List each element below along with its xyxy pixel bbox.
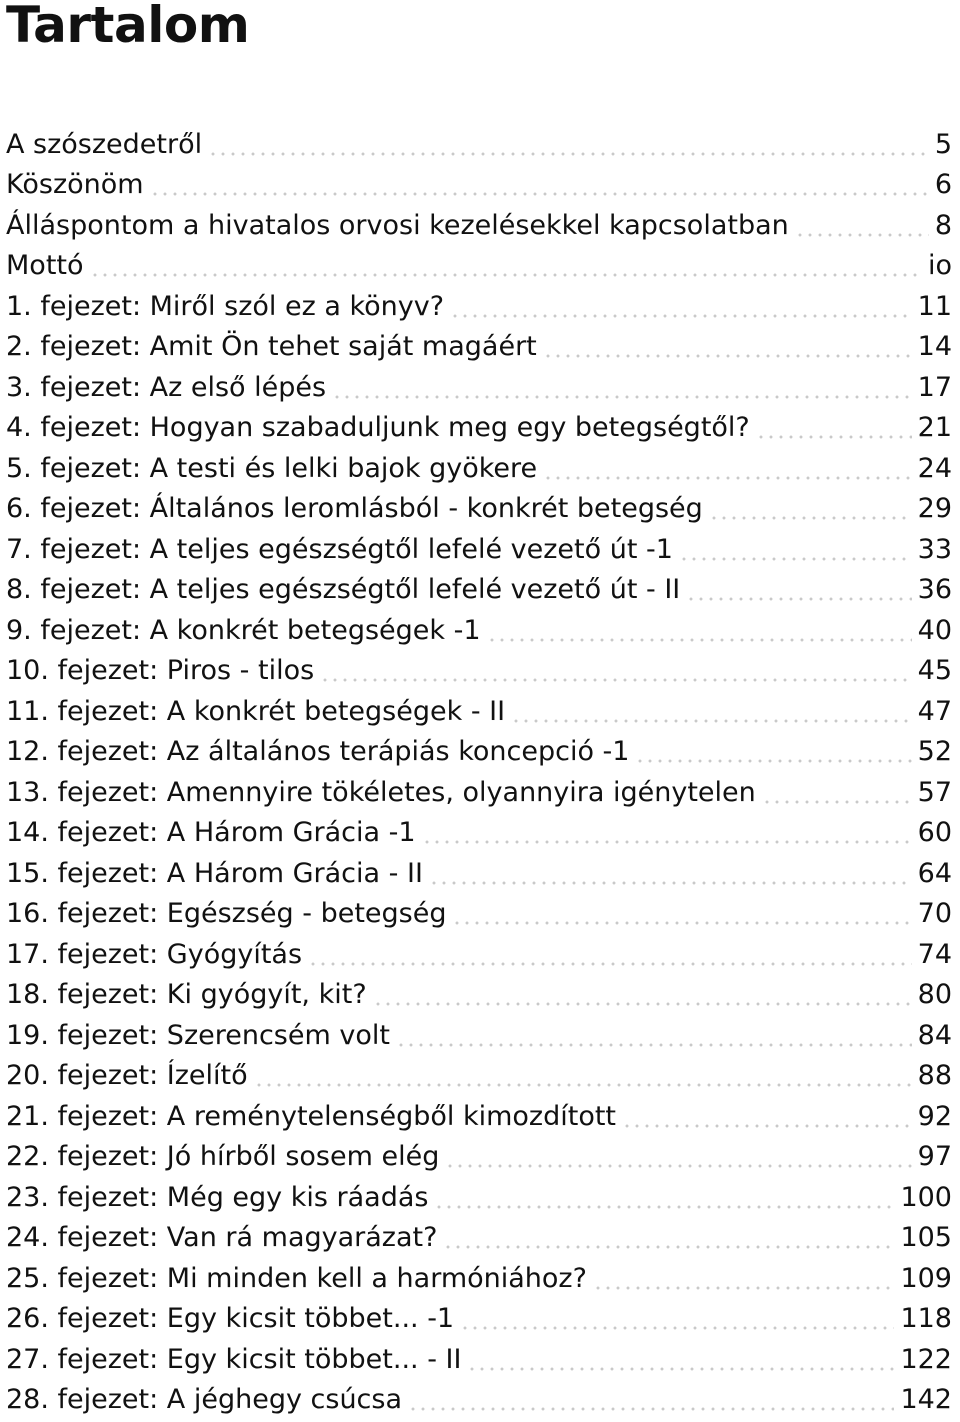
toc-entry-title: 9. fejezet: A konkrét betegségek -1 xyxy=(6,614,481,646)
dot-leader xyxy=(208,152,929,156)
toc-entry-title: 10. fejezet: Piros - tilos xyxy=(6,655,315,687)
dot-leader xyxy=(332,395,912,399)
toc-entry-page-number: 33 xyxy=(917,533,952,565)
dot-leader xyxy=(756,435,912,439)
toc-entry xyxy=(0,124,960,165)
toc-entry-title: 24. fejezet: Van rá magyarázat? xyxy=(6,1222,438,1254)
toc-entry xyxy=(0,1339,960,1380)
toc-entry xyxy=(0,691,960,732)
toc-entry-title: 3. fejezet: Az első lépés xyxy=(6,371,327,403)
toc-entry-title: 14. fejezet: A Három Grácia -1 xyxy=(6,817,416,849)
dot-leader xyxy=(434,1205,894,1209)
page-title: Tartalom xyxy=(6,0,250,54)
toc-entry-title: Köszönöm xyxy=(6,169,144,201)
toc-entry xyxy=(0,1137,960,1178)
toc-entry-page-number: 118 xyxy=(900,1303,952,1335)
toc-entry-page-number: 17 xyxy=(917,371,952,403)
toc-entry xyxy=(0,367,960,408)
toc-entry xyxy=(0,408,960,449)
toc-entry-page-number: 84 xyxy=(917,1019,952,1051)
toc-entry-title: 22. fejezet: Jó hírből sosem elég xyxy=(6,1141,440,1173)
toc-entry-title: Álláspontom a hivatalos orvosi kezelésekkel kapcsolatban xyxy=(6,209,789,241)
toc-entry xyxy=(0,1299,960,1340)
toc-entry-page-number: 47 xyxy=(917,695,952,727)
toc-entry-page-number: 36 xyxy=(917,574,952,606)
dot-leader xyxy=(396,1043,912,1047)
toc-entry xyxy=(0,1096,960,1137)
dot-leader xyxy=(543,476,911,480)
toc-entry-page-number: 8 xyxy=(934,209,952,241)
toc-entry-title: 21. fejezet: A reménytelenségből kimozdított xyxy=(6,1100,617,1132)
toc-entry xyxy=(0,813,960,854)
toc-entry-page-number: 122 xyxy=(900,1343,952,1375)
dot-leader xyxy=(443,1245,894,1249)
dot-leader xyxy=(320,678,911,682)
dot-leader xyxy=(445,1164,911,1168)
toc-entry-title: 16. fejezet: Egészség - betegség xyxy=(6,898,447,930)
toc-entry-page-number: 21 xyxy=(917,412,952,444)
toc-entry-title: 26. fejezet: Egy kicsit többet... -1 xyxy=(6,1303,455,1335)
dot-leader xyxy=(408,1407,894,1411)
toc-entry-page-number: 100 xyxy=(900,1181,952,1213)
toc-entry-title: 23. fejezet: Még egy kis ráadás xyxy=(6,1181,429,1213)
toc-entry xyxy=(0,327,960,368)
toc-entry xyxy=(0,651,960,692)
toc-entry-page-number: 24 xyxy=(917,452,952,484)
toc-entry-title: 18. fejezet: Ki gyógyít, kit? xyxy=(6,979,367,1011)
toc-entry xyxy=(0,1380,960,1421)
toc-entry-page-number: 45 xyxy=(917,655,952,687)
toc-entry-title: A szószedetről xyxy=(6,128,203,160)
dot-leader xyxy=(254,1083,912,1087)
toc-entry xyxy=(0,286,960,327)
toc-entry xyxy=(0,853,960,894)
dot-leader xyxy=(452,921,911,925)
toc-entry-page-number: 105 xyxy=(900,1222,952,1254)
dot-leader xyxy=(90,273,922,277)
toc-entry-title: 19. fejezet: Szerencsém volt xyxy=(6,1019,390,1051)
toc-entry-title: 8. fejezet: A teljes egészségtől lefelé vezető út - II xyxy=(6,574,681,606)
toc-entry-title: 5. fejezet: A testi és lelki bajok gyökere xyxy=(6,452,538,484)
table-of-contents xyxy=(0,124,960,1420)
toc-entry-title: 25. fejezet: Mi minden kell a harmóniához? xyxy=(6,1262,587,1294)
dot-leader xyxy=(308,962,912,966)
dot-leader xyxy=(460,1326,894,1330)
toc-entry xyxy=(0,165,960,206)
toc-entry xyxy=(0,205,960,246)
toc-entry-title: 4. fejezet: Hogyan szabaduljunk meg egy betegségtől? xyxy=(6,412,750,444)
toc-entry-page-number: 5 xyxy=(934,128,952,160)
toc-entry-title: 13. fejezet: Amennyire tökéletes, olyannyira igénytelen xyxy=(6,776,756,808)
toc-entry-page-number: io xyxy=(927,250,952,282)
dot-leader xyxy=(511,719,912,723)
dot-leader xyxy=(762,800,912,804)
toc-entry-title: 28. fejezet: A jéghegy csúcsa xyxy=(6,1384,403,1416)
toc-entry-page-number: 40 xyxy=(917,614,952,646)
dot-leader xyxy=(150,192,929,196)
toc-entry xyxy=(0,732,960,773)
toc-entry-title: Mottó xyxy=(6,250,84,282)
toc-entry-title: 17. fejezet: Gyógyítás xyxy=(6,938,303,970)
dot-leader xyxy=(543,354,912,358)
toc-entry-page-number: 60 xyxy=(917,817,952,849)
toc-entry xyxy=(0,975,960,1016)
toc-entry-page-number: 97 xyxy=(917,1141,952,1173)
dot-leader xyxy=(686,597,911,601)
toc-entry xyxy=(0,1218,960,1259)
dot-leader xyxy=(422,840,912,844)
toc-entry xyxy=(0,570,960,611)
toc-entry-page-number: 11 xyxy=(917,290,952,322)
toc-entry-page-number: 80 xyxy=(917,979,952,1011)
toc-entry-page-number: 109 xyxy=(900,1262,952,1294)
toc-entry-page-number: 70 xyxy=(917,898,952,930)
toc-entry xyxy=(0,1177,960,1218)
toc-entry-title: 7. fejezet: A teljes egészségtől lefelé vezető út -1 xyxy=(6,533,673,565)
toc-entry-page-number: 92 xyxy=(917,1100,952,1132)
dot-leader xyxy=(593,1286,895,1290)
toc-entry xyxy=(0,529,960,570)
toc-entry-page-number: 88 xyxy=(917,1060,952,1092)
dot-leader xyxy=(373,1002,912,1006)
dot-leader xyxy=(467,1367,894,1371)
dot-leader xyxy=(450,314,912,318)
toc-entry-page-number: 29 xyxy=(917,493,952,525)
toc-entry xyxy=(0,1258,960,1299)
toc-entry-page-number: 57 xyxy=(917,776,952,808)
toc-entry-title: 20. fejezet: Ízelítő xyxy=(6,1060,248,1092)
toc-entry-page-number: 14 xyxy=(917,331,952,363)
toc-entry-page-number: 142 xyxy=(900,1384,952,1416)
toc-entry xyxy=(0,1015,960,1056)
toc-entry-title: 11. fejezet: A konkrét betegségek - II xyxy=(6,695,506,727)
dot-leader xyxy=(635,759,911,763)
toc-entry xyxy=(0,448,960,489)
toc-entry-page-number: 74 xyxy=(917,938,952,970)
toc-entry-title: 15. fejezet: A Három Grácia - II xyxy=(6,857,423,889)
dot-leader xyxy=(622,1124,912,1128)
toc-entry-page-number: 6 xyxy=(934,169,952,201)
dot-leader xyxy=(709,516,912,520)
toc-entry-title: 27. fejezet: Egy kicsit többet... - II xyxy=(6,1343,462,1375)
dot-leader xyxy=(795,233,929,237)
dot-leader xyxy=(679,557,912,561)
toc-entry xyxy=(0,610,960,651)
toc-entry xyxy=(0,489,960,530)
toc-entry-page-number: 52 xyxy=(917,736,952,768)
toc-entry-title: 1. fejezet: Miről szól ez a könyv? xyxy=(6,290,445,322)
toc-entry xyxy=(0,246,960,287)
dot-leader xyxy=(429,881,912,885)
toc-entry-title: 6. fejezet: Általános leromlásból - konkrét betegség xyxy=(6,493,703,525)
toc-entry xyxy=(0,894,960,935)
toc-entry xyxy=(0,1056,960,1097)
dot-leader xyxy=(487,638,912,642)
toc-entry-title: 12. fejezet: Az általános terápiás koncepció -1 xyxy=(6,736,630,768)
toc-entry-title: 2. fejezet: Amit Ön tehet saját magáért xyxy=(6,331,537,363)
toc-entry xyxy=(0,934,960,975)
toc-entry xyxy=(0,772,960,813)
toc-entry-page-number: 64 xyxy=(917,857,952,889)
